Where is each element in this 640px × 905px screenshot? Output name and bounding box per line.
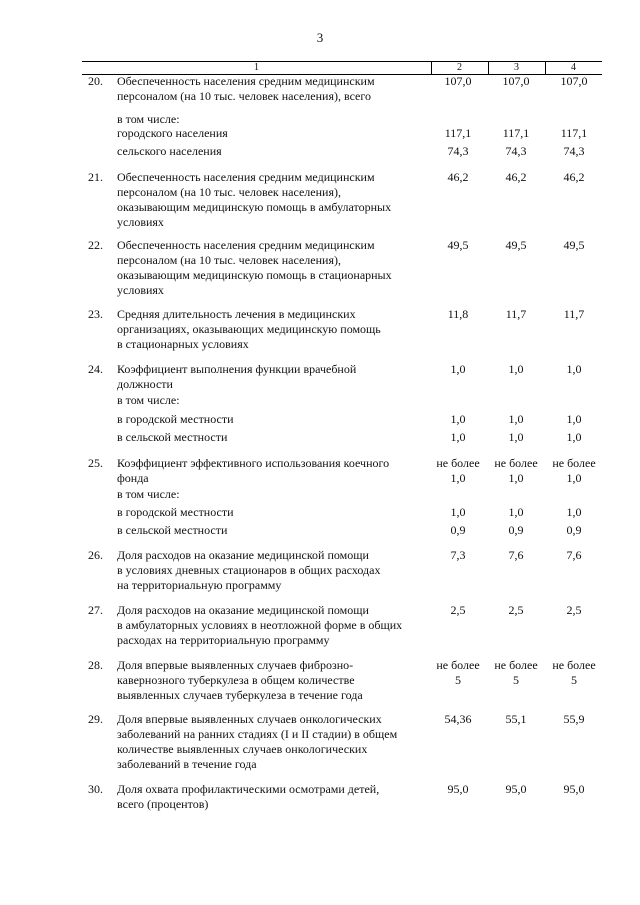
value-col-2: 74,3 xyxy=(447,144,469,158)
row-text-line: фонда xyxy=(117,471,149,485)
value-col-2: 1,0 xyxy=(450,412,466,426)
value-col-4: 49,5 xyxy=(563,238,585,252)
row-text-line: сельского населения xyxy=(117,144,222,158)
row-text-line: Коэффициент эффективного использования коечного xyxy=(117,456,390,470)
row-text-line: Коэффициент выполнения функции врачебной xyxy=(117,362,357,376)
value-col-2: 95,0 xyxy=(447,782,469,796)
value-col-4: 1,0 xyxy=(566,362,582,376)
row-number: 28. xyxy=(88,658,103,672)
row-text-line: персоналом (на 10 тыс. человек населения), xyxy=(117,185,341,199)
value-col-3: 55,1 xyxy=(505,712,527,726)
value-col-2: не более xyxy=(436,456,480,470)
value-col-2: 117,1 xyxy=(444,126,472,140)
row-number: 22. xyxy=(88,238,103,252)
value-col-2: 7,3 xyxy=(450,548,466,562)
value-col-4: 1,0 xyxy=(566,471,582,485)
row-text-line: в том числе: xyxy=(117,393,180,407)
row-number: 25. xyxy=(88,456,103,470)
page-number: 3 xyxy=(316,30,324,45)
value-col-3: 74,3 xyxy=(505,144,527,158)
value-col-4: 0,9 xyxy=(566,523,582,537)
value-col-3: не более xyxy=(494,658,538,672)
value-col-3: 0,9 xyxy=(508,523,524,537)
value-col-4: 55,9 xyxy=(563,712,585,726)
value-col-2: 54,36 xyxy=(444,712,472,726)
value-col-3: 11,7 xyxy=(505,307,527,321)
row-text-line: Средняя длительность лечения в медицинских xyxy=(117,307,356,321)
value-col-3: 1,0 xyxy=(508,471,524,485)
row-text-line: в том числе: xyxy=(117,487,180,501)
row-text-line: заболеваний на ранних стадиях (I и II стадии) в общем xyxy=(117,727,398,741)
value-col-3: не более xyxy=(494,456,538,470)
value-col-2: 1,0 xyxy=(450,505,466,519)
row-text-line: в стационарных условиях xyxy=(117,337,249,351)
row-text-line: персоналом (на 10 тыс. человек населения), xyxy=(117,253,341,267)
value-col-2: 2,5 xyxy=(450,603,466,617)
value-col-2: 46,2 xyxy=(447,170,469,184)
row-text-line: в амбулаторных условиях в неотложной форме в общих xyxy=(117,618,403,632)
value-col-4: 95,0 xyxy=(563,782,585,796)
row-number: 29. xyxy=(88,712,103,726)
value-col-4: 107,0 xyxy=(560,74,588,88)
row-text-line: организациях, оказывающих медицинскую помощь xyxy=(117,322,381,336)
row-text-line: в городской местности xyxy=(117,505,234,519)
row-text-line: Обеспеченность населения средним медицинским xyxy=(117,170,375,184)
row-text-line: в сельской местности xyxy=(117,523,228,537)
header-col-4: 4 xyxy=(571,62,576,73)
value-col-3: 107,0 xyxy=(502,74,530,88)
row-number: 24. xyxy=(88,362,103,376)
value-col-3: 2,5 xyxy=(508,603,524,617)
value-col-4: не более xyxy=(552,456,596,470)
row-text-line: Доля впервые выявленных случаев фиброзно- xyxy=(117,658,354,672)
value-col-4: 11,7 xyxy=(563,307,585,321)
value-col-2: 1,0 xyxy=(450,362,466,376)
row-text-line: персоналом (на 10 тыс. человек населения), всего xyxy=(117,89,371,103)
value-col-3: 1,0 xyxy=(508,505,524,519)
row-number: 30. xyxy=(88,782,103,796)
row-text-line: кавернозного туберкулеза в общем количестве xyxy=(117,673,355,687)
value-col-2: 0,9 xyxy=(450,523,466,537)
row-text-line: Обеспеченность населения средним медицинским xyxy=(117,74,375,88)
value-col-3: 49,5 xyxy=(505,238,527,252)
value-col-2: 11,8 xyxy=(447,307,469,321)
row-text-line: городского населения xyxy=(117,126,228,140)
value-col-3: 7,6 xyxy=(508,548,524,562)
header-col-1: 1 xyxy=(254,62,259,73)
value-col-4: 2,5 xyxy=(566,603,582,617)
row-text-line: условиях xyxy=(117,283,164,297)
table-header xyxy=(82,61,602,75)
row-text-line: Доля охвата профилактическими осмотрами детей, xyxy=(117,782,380,796)
row-number: 20. xyxy=(88,74,103,88)
value-col-3: 1,0 xyxy=(508,362,524,376)
row-text-line: количестве выявленных случаев онкологических xyxy=(117,742,368,756)
value-col-3: 46,2 xyxy=(505,170,527,184)
row-text-line: на территориальную программу xyxy=(117,578,282,592)
value-col-2: не более xyxy=(436,658,480,672)
row-text-line: заболеваний в течение года xyxy=(117,757,257,771)
row-number: 26. xyxy=(88,548,103,562)
value-col-2: 1,0 xyxy=(450,471,466,485)
value-col-4: 1,0 xyxy=(566,505,582,519)
row-text-line: в условиях дневных стационаров в общих расходах xyxy=(117,563,381,577)
value-col-2: 107,0 xyxy=(444,74,472,88)
value-col-4: 46,2 xyxy=(563,170,585,184)
value-col-4: 74,3 xyxy=(563,144,585,158)
row-text-line: в сельской местности xyxy=(117,430,228,444)
row-number: 27. xyxy=(88,603,103,617)
row-text-line: условиях xyxy=(117,215,164,229)
value-col-4: не более xyxy=(552,658,596,672)
row-text-line: должности xyxy=(117,377,173,391)
value-col-4: 1,0 xyxy=(566,430,582,444)
row-text-line: оказывающим медицинскую помощь в стационарных xyxy=(117,268,392,282)
row-text-line: Обеспеченность населения средним медицинским xyxy=(117,238,375,252)
value-col-4: 5 xyxy=(571,673,577,687)
value-col-2: 1,0 xyxy=(450,430,466,444)
value-col-2: 49,5 xyxy=(447,238,469,252)
row-text-line: расходах на территориальную программу xyxy=(117,633,330,647)
row-text-line: оказывающим медицинскую помощь в амбулаторных xyxy=(117,200,392,214)
row-text-line: Доля расходов на оказание медицинской помощи xyxy=(117,548,369,562)
row-text-line: в том числе: xyxy=(117,112,180,126)
row-text-line: всего (процентов) xyxy=(117,797,209,811)
value-col-3: 1,0 xyxy=(508,412,524,426)
row-text-line: выявленных случаев туберкулеза в течение года xyxy=(117,688,363,702)
header-col-3: 3 xyxy=(514,62,519,73)
row-text-line: в городской местности xyxy=(117,412,234,426)
value-col-3: 117,1 xyxy=(502,126,530,140)
value-col-4: 117,1 xyxy=(560,126,588,140)
value-col-4: 7,6 xyxy=(566,548,582,562)
row-text-line: Доля впервые выявленных случаев онкологических xyxy=(117,712,382,726)
value-col-3: 5 xyxy=(513,673,519,687)
value-col-3: 95,0 xyxy=(505,782,527,796)
value-col-3: 1,0 xyxy=(508,430,524,444)
row-number: 23. xyxy=(88,307,103,321)
value-col-4: 1,0 xyxy=(566,412,582,426)
header-col-2: 2 xyxy=(457,62,462,73)
value-col-2: 5 xyxy=(455,673,461,687)
row-text-line: Доля расходов на оказание медицинской помощи xyxy=(117,603,369,617)
row-number: 21. xyxy=(88,170,103,184)
